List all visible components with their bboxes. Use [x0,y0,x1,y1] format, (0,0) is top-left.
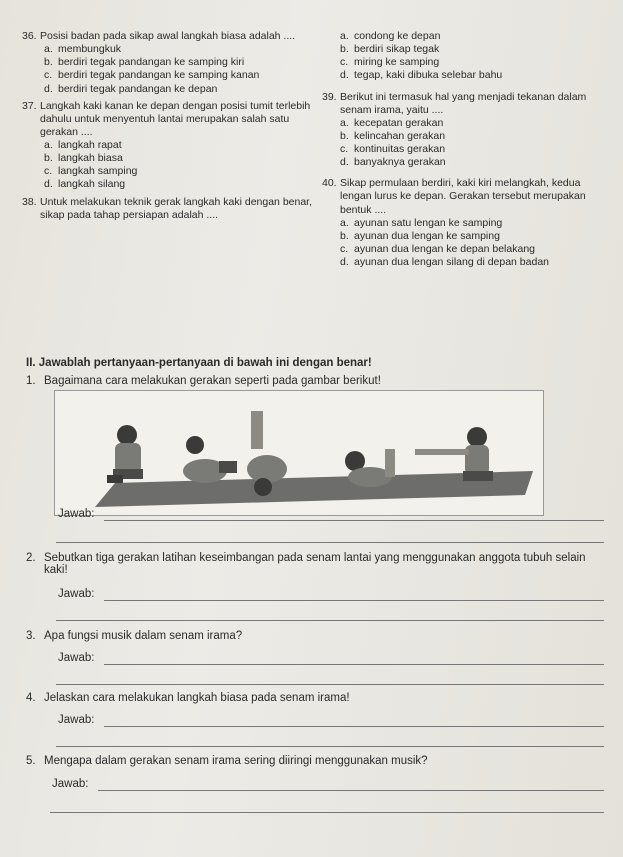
option-text: tegap, kaki dibuka selebar bahu [354,69,503,82]
gymnastics-sequence-image [55,391,543,515]
option-item [340,117,607,130]
option-text: langkah samping [58,165,138,178]
option-item [340,69,607,82]
jawab-label-3: Jawab: [58,652,95,664]
option-letter: b. [44,56,53,69]
option-item [44,83,330,96]
option-item [340,143,607,156]
option-text: ayunan satu lengan ke samping [354,216,503,229]
option-letter: d. [44,178,53,191]
option-item [44,139,330,152]
mc-question [22,99,330,192]
question-number: 36. [22,30,37,42]
essay-number: 3. [26,630,36,642]
option-letter: a. [340,116,349,129]
option-letter: a. [44,139,53,151]
question-number: 37. [22,99,37,112]
option-item [340,217,607,230]
option-letter: b. [44,152,53,165]
question-number: 38. [22,195,37,208]
essay-question-5 [26,755,604,767]
mc-question [22,195,330,222]
option-letter: b. [340,229,349,242]
answer-line[interactable] [104,726,604,727]
essay-question-3 [26,630,604,642]
mc-question [322,91,607,170]
option-letter: b. [340,43,349,56]
option-text: miring ke samping [354,56,440,69]
option-text: banyaknya gerakan [354,156,446,169]
answer-line[interactable] [56,746,604,747]
answer-line[interactable] [98,790,604,791]
answer-line[interactable] [56,620,604,621]
essay-number: 4. [26,692,36,704]
exercise-figure [54,390,544,516]
question-stem: Langkah kaki kanan ke depan dengan posisi tumit terlebih dahulu untuk menyentuh lantai merupakan salah satu gerakan .... [40,99,311,138]
essay-text: Sebutkan tiga gerakan latihan keseimbangan pada senam lantai yang menggunakan anggota tubuh selain kaki! [44,552,586,576]
option-item [340,230,607,243]
option-item [340,43,607,56]
option-item [44,69,330,82]
essay-text: Bagaimana cara melakukan gerakan seperti pada gambar berikut! [44,375,381,387]
jawab-label-4: Jawab: [58,714,95,726]
option-item [340,156,607,169]
option-item [44,43,330,56]
option-item [340,243,607,256]
option-letter: c. [340,143,349,155]
option-text: kontinuitas gerakan [354,143,446,155]
option-text: langkah biasa [58,152,123,165]
essay-question-1 [26,375,604,387]
option-letter: a. [340,30,349,42]
option-item [340,130,607,143]
option-letter: c. [44,165,53,178]
section-title: II. Jawablah pertanyaan-pertanyaan di bawah ini dengan benar! [26,357,372,369]
option-letter: c. [340,242,349,255]
option-text: berdiri tegak pandangan ke samping kiri [58,56,245,69]
option-item [44,56,330,69]
essay-text: Mengapa dalam gerakan senam irama sering diiringi menggunakan musik? [44,755,428,767]
option-text: berdiri tegak pandangan ke depan [58,82,218,95]
question-stem: Posisi badan pada sikap awal langkah biasa adalah .... [40,30,296,42]
jawab-label-5: Jawab: [52,778,89,790]
option-letter: d. [44,82,53,95]
mc-right-column [322,30,607,277]
option-text: berdiri sikap tegak [354,43,440,56]
option-text: condong ke depan [354,30,441,42]
option-text: ayunan dua lengan ke depan belakang [354,242,535,255]
option-item [340,256,607,269]
mc-question [22,30,330,96]
option-text: berdiri tegak pandangan ke samping kanan [58,69,260,82]
essay-number: 2. [26,552,36,564]
question-stem: Berikut ini termasuk hal yang menjadi tekanan dalam senam irama, yaitu .... [340,90,587,116]
option-text: ayunan dua lengan silang di depan badan [354,256,550,268]
jawab-label-1: Jawab: [58,508,95,520]
answer-line[interactable] [104,600,604,601]
option-letter: b. [340,129,349,142]
answer-line[interactable] [56,542,604,543]
mc-question-36-options [322,30,607,83]
question-stem: Sikap permulaan berdiri, kaki kiri melangkah, kedua lengan lurus ke depan. Gerakan tersebut merupakan bentuk .... [340,177,586,216]
option-text: kelincahan gerakan [354,129,446,142]
option-letter: d. [340,156,349,169]
option-item [340,56,607,69]
answer-line[interactable] [104,520,604,521]
option-letter: c. [340,56,349,69]
essay-number: 1. [26,375,36,387]
essay-text: Apa fungsi musik dalam senam irama? [44,630,243,642]
answer-line[interactable] [56,684,604,685]
answer-line[interactable] [104,664,604,665]
option-letter: a. [44,43,53,56]
option-letter: c. [44,69,53,82]
option-letter: d. [340,69,349,82]
jawab-label-2: Jawab: [58,588,95,600]
option-text: langkah rapat [58,139,122,151]
option-letter: d. [340,256,349,268]
question-number: 39. [322,90,337,103]
option-text: langkah silang [58,178,126,191]
option-item [44,178,330,191]
essay-text: Jelaskan cara melakukan langkah biasa pada senam irama! [44,692,350,704]
mc-left-column [22,30,330,226]
option-text: kecepatan gerakan [354,116,444,129]
mc-question [322,177,607,269]
option-item [340,30,607,43]
question-number: 40. [322,177,337,190]
option-text: ayunan dua lengan ke samping [354,229,500,242]
option-item [44,165,330,178]
essay-question-2 [26,552,604,576]
option-text: membungkuk [58,43,122,56]
answer-line[interactable] [50,812,604,813]
essay-question-4 [26,692,604,704]
option-item [44,152,330,165]
essay-number: 5. [26,755,36,767]
question-stem: Untuk melakukan teknik gerak langkah kaki dengan benar, sikap pada tahap persiapan adalah .... [40,195,313,221]
option-letter: a. [340,216,349,229]
